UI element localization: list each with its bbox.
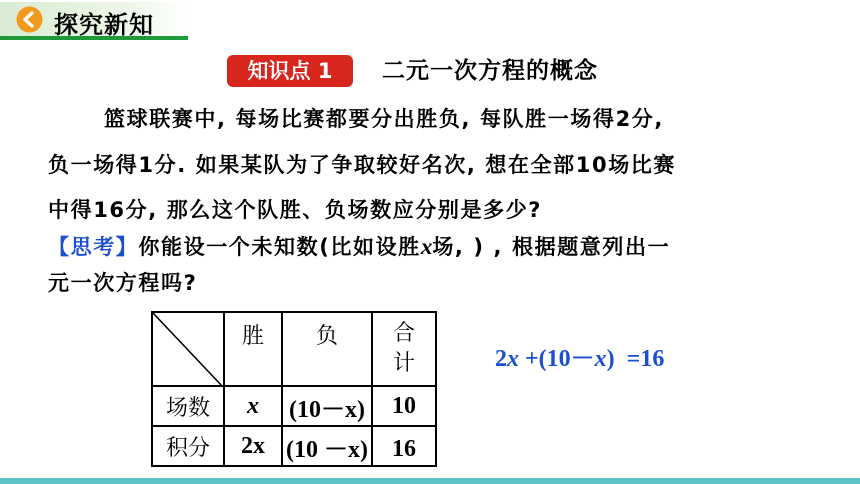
header-title: 探究新知 (54, 11, 154, 39)
equation: 2x +(10－x) =16 (495, 346, 665, 372)
think-label: 【思考】 (48, 235, 139, 259)
points-total-cell: 16 (372, 426, 436, 466)
table-row (152, 426, 436, 466)
row-label-points: 积分 (152, 426, 224, 466)
row-label-games: 场数 (152, 386, 224, 426)
games-win-cell: x (224, 386, 282, 426)
think-variable: x (420, 234, 433, 259)
diagonal-line (153, 313, 223, 387)
header-win: 胜 (224, 312, 282, 386)
problem-line-1: 篮球联赛中, 每场比赛都要分出胜负, 每队胜一场得2分, (104, 107, 664, 131)
section-header (0, 0, 188, 42)
table-header-row (152, 312, 436, 386)
orange-circle-left-arrow-icon (16, 6, 43, 33)
games-loss-cell: (10－x) (282, 386, 372, 426)
score-table (151, 311, 437, 467)
header-loss: 负 (282, 312, 372, 386)
knowledge-point-badge: 知识点 1 (227, 55, 353, 87)
points-loss-cell: (10 －x) (282, 426, 372, 466)
bottom-accent-bar (0, 478, 860, 484)
section-title: 二元一次方程的概念 (382, 58, 598, 84)
table-row (152, 386, 436, 426)
points-win-cell: 2x (224, 426, 282, 466)
think-line-1 (48, 232, 670, 262)
games-total-cell: 10 (372, 386, 436, 426)
think-text-b: 场, ) , 根据题意列出一 (432, 235, 671, 259)
problem-line-3: 中得16分, 那么这个队胜、负场数应分别是多少? (48, 198, 543, 222)
think-line-2: 元一次方程吗? (48, 271, 198, 295)
header-total: 合 计 (372, 312, 436, 386)
think-text-a: 你能设一个未知数(比如设胜 (138, 235, 421, 259)
diagonal-corner-cell (152, 312, 224, 386)
problem-line-2: 负一场得1分. 如果某队为了争取较好名次, 想在全部10场比赛 (48, 153, 677, 177)
